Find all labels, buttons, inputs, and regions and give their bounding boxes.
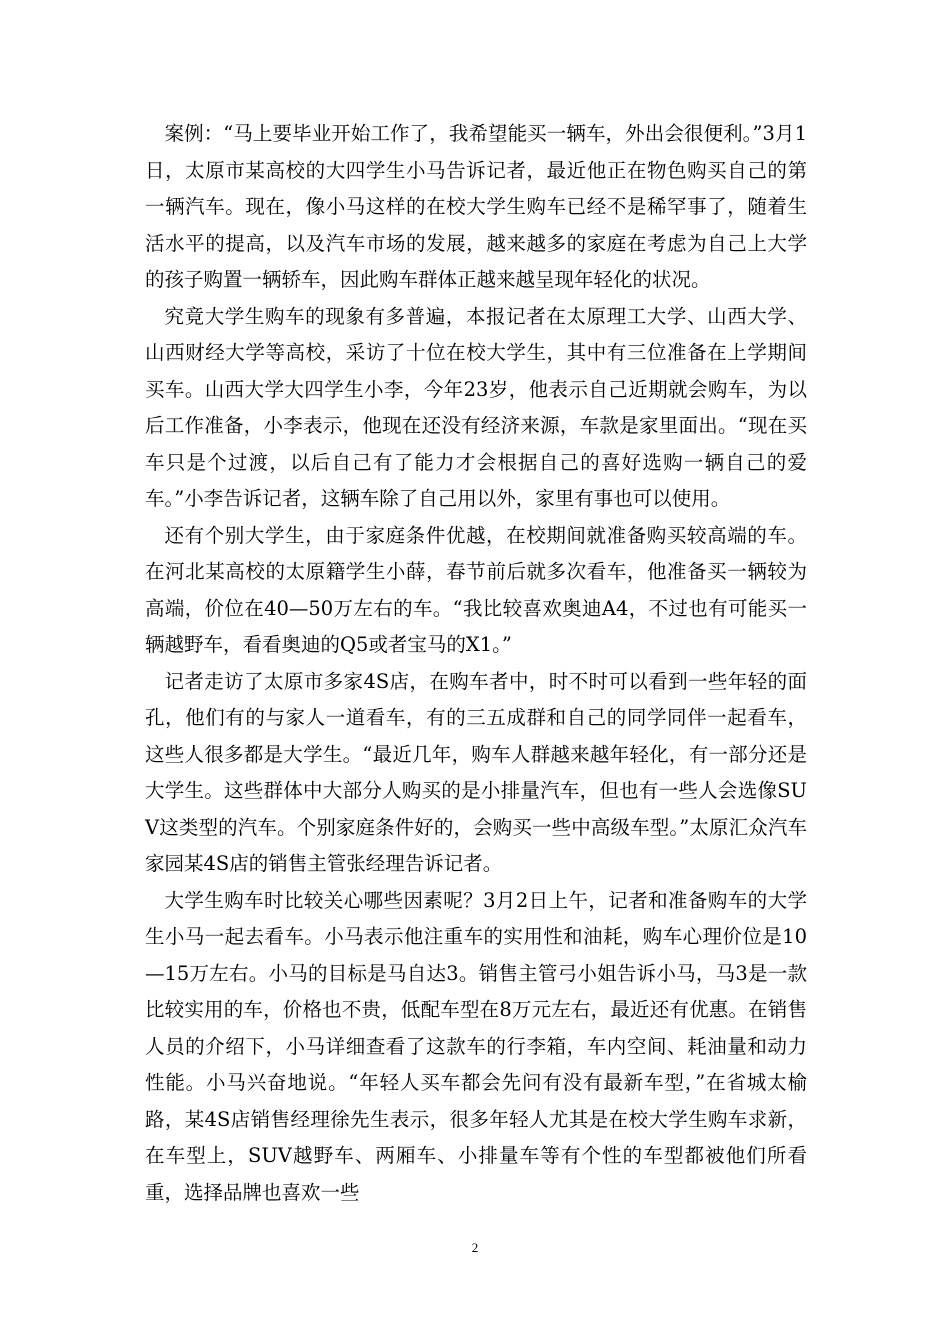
paragraph-1: 案例：“马上要毕业开始工作了，我希望能买一辆车，外出会很便利。”3月1日，太原市某高校的大四学生小马告诉记者，最近他正在物色购买自己的第一辆汽车。现在，像小马这样的在校大学生购车已经不是稀罕事了，随着生活水平的提高，以及汽车市场的发展，越来越多的家庭在考虑为自己上大学的孩子购置一辆轿车，因此购车群体正越来越呈现年轻化的状况。 xyxy=(145,122,807,291)
paragraph-5: 大学生购车时比较关心哪些因素呢？3月2日上午，记者和准备购车的大学生小马一起去看车。小马表示他注重车的实用性和油耗，购车心理价位是10—15万左右。小马的目标是马自达3。销售主管弓小姐告诉小马，马3是一款比较实用的车，价格也不贵，低配车型在8万元左右，最近还有优惠。在销售人员的介绍下，小马详细查看了这款车的行李箱，车内空间、耗油量和动力性能。小马兴奋地说。“年轻人买车都会先问有没有最新车型，”在省城太榆路，某4S店销售经理徐先生表示，很多年轻人尤其是在校大学生购车求新，在车型上，SUV越野车、两厢车、小排量车等有个性的车型都被他们所看重，选择品牌也喜欢一些 xyxy=(145,888,807,1204)
page-number: 2 xyxy=(471,1240,479,1255)
paragraph-4: 记者走访了太原市多家4S店，在购车者中，时不时可以看到一些年轻的面孔，他们有的与家人一道看车，有的三五成群和自己的同学同伴一起看车，这些人很多都是大学生。“最近几年，购车人群越来越年轻化，有一部分还是大学生。这些群体中大部分人购买的是小排量汽车，但也有一些人会选像SUV这类型的汽车。个别家庭条件好的，会购买一些中高级车型。”太原汇众汽车家园某4S店的销售主管张经理告诉记者。 xyxy=(145,669,807,875)
article-body xyxy=(145,116,807,1211)
paragraph-3: 还有个别大学生，由于家庭条件优越，在校期间就准备购买较高端的车。在河北某高校的太原籍学生小薛，春节前后就多次看车，他准备买一辆较为高端，价位在40—50万左右的车。“我比较喜欢奥迪A4，不过也有可能买一辆越野车，看看奥迪的Q5或者宝马的X1。” xyxy=(145,523,807,656)
paragraph-2: 究竟大学生购车的现象有多普遍，本报记者在太原理工大学、山西大学、山西财经大学等高校，采访了十位在校大学生，其中有三位准备在上学期间买车。山西大学大四学生小李，今年23岁，他表示自己近期就会购车，为以后工作准备，小李表示，他现在还没有经济来源，车款是家里面出。“现在买车只是个过渡，以后自己有了能力才会根据自己的喜好选购一辆自己的爱车。”小李告诉记者，这辆车除了自己用以外，家里有事也可以使用。 xyxy=(145,304,807,510)
